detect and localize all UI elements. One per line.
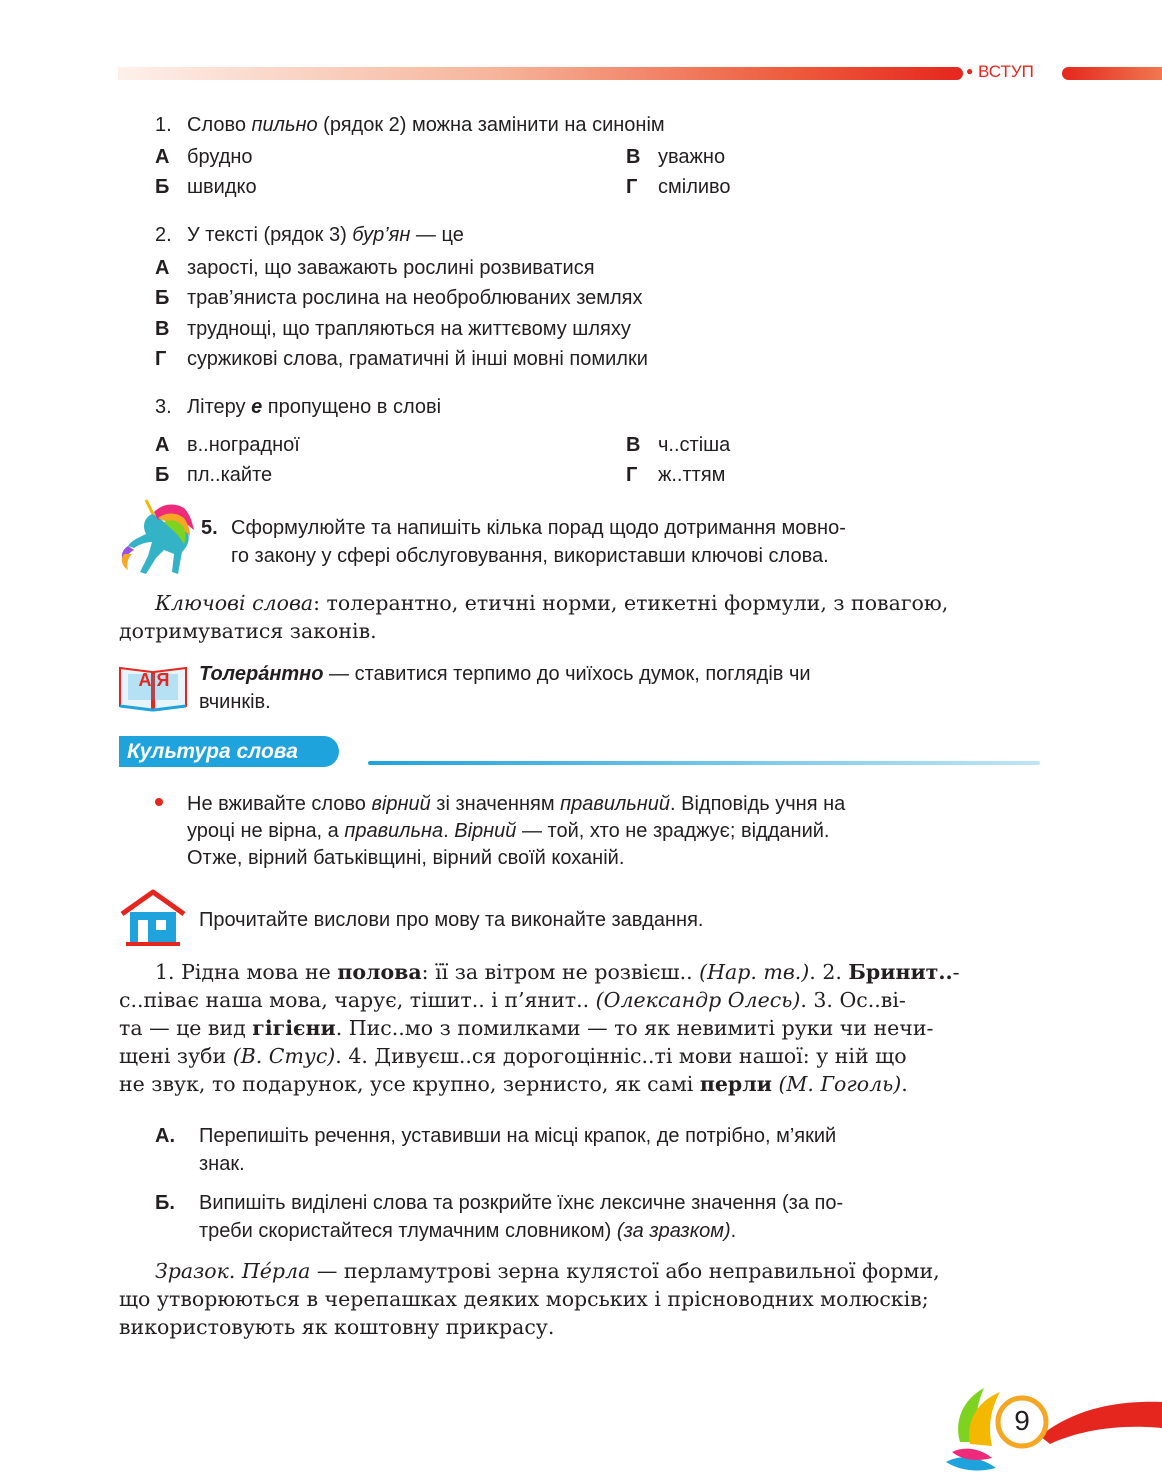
footer-logo-icon — [940, 1372, 1162, 1474]
dictionary-icon-letters: А Я — [138, 670, 170, 690]
home-task-text: Прочитайте вислови про мову та виконайте завдання. — [199, 909, 704, 931]
page-number: 9 — [1014, 1405, 1030, 1436]
culture-line2: уроці не вірна, а правильна. Вірний — той, хто не зраджує; відданий. — [187, 820, 830, 842]
culture-divider — [368, 761, 1040, 765]
bullet-dot — [155, 798, 163, 806]
q1-option-b[interactable]: Б швидко — [155, 176, 257, 198]
q2-option-a[interactable]: А зарості, що заважають рослині розвиватися — [155, 257, 595, 279]
home-icon — [118, 888, 188, 948]
keywords-line2: дотримуватися законів. — [119, 619, 377, 643]
task-5: 5. Сформулюйте та напишіть кілька порад щодо дотримання мовно- — [201, 517, 846, 539]
section-label: ● ВСТУП — [966, 62, 1034, 81]
q1-option-g[interactable]: Г сміливо — [626, 176, 731, 198]
sample-line3: використовують як коштовну прикрасу. — [119, 1315, 555, 1339]
q3-option-b[interactable]: Б пл..кайте — [155, 464, 273, 486]
question-2: 2. У тексті (рядок 3) бур’ян — це — [155, 224, 464, 246]
question-3: 3. Літеру е пропущено в слові — [155, 396, 442, 418]
keywords-line1: Ключові слова: толерантно, етичні норми, етикетні формули, з повагою, — [155, 591, 949, 615]
quotes-line3: та — це вид гігієни. Пис..мо з помилками — то як невимиті руки чи нечи- — [119, 1016, 934, 1040]
q2-option-v[interactable]: В труднощі, що трапляються на життєвому шляху — [155, 318, 631, 340]
quotes-line2: с..піває наша мова, чарує, тішит.. і п’янит.. (Олександр Олесь). 3. Ос..ві- — [119, 988, 906, 1012]
quotes-line4: щені зуби (В. Стус). 4. Дивуєш..ся дорогоцінніс..ті мови нашої: у ній що — [119, 1044, 907, 1068]
question-1: 1. Слово пильно (рядок 2) можна замінити на синонім — [155, 114, 665, 136]
q3-option-v[interactable]: В ч..стіша — [626, 434, 731, 456]
culture-section-tab: Культура слова — [119, 736, 339, 767]
q1-option-a[interactable]: А брудно — [155, 146, 253, 168]
header-gradient-bar — [118, 67, 963, 80]
subtask-a: А. Перепишіть речення, уставивши на місці крапок, де потрібно, м’який — [155, 1125, 837, 1147]
q2-option-b[interactable]: Б трав’яниста рослина на необроблюваних землях — [155, 287, 643, 309]
q2-option-g[interactable]: Г суржикові слова, граматичні й інші мовні помилки — [155, 348, 648, 370]
q3-option-g[interactable]: Г ж..ттям — [626, 464, 726, 486]
sample-line1: Зразок. Пе́рла — перламутрові зерна кулястої або неправильної форми, — [155, 1259, 940, 1283]
quotes-line5: не звук, то подарунок, усе крупно, зернисто, як самі перли (М. Гоголь). — [119, 1072, 908, 1096]
q1-option-v[interactable]: В уважно — [626, 146, 726, 168]
dictionary-definition: Толера́нтно — ставитися терпимо до чиїхось думок, поглядів чи — [199, 663, 811, 685]
q3-option-a[interactable]: А в..ноградної — [155, 434, 300, 456]
quotes-line1: 1. Рідна мова не полова: її за вітром не розвієш.. (Нар. тв.). 2. Бринит..- — [155, 960, 960, 984]
subtask-b-line2: треби скористайтеся тлумачним словником) (за зразком). — [199, 1220, 737, 1242]
header-right-bar — [1062, 67, 1162, 80]
culture-line1: Не вживайте слово вірний зі значенням правильний. Відповідь учня на — [187, 793, 846, 815]
unicorn-icon — [118, 496, 200, 582]
dictionary-definition-line2: вчинків. — [199, 691, 271, 713]
subtask-b: Б. Випишіть виділені слова та розкрийте їхнє лексичне значення (за по- — [155, 1192, 844, 1214]
sample-line2: що утворюються в черепашках деяких морських і прісноводних молюсків; — [119, 1287, 929, 1311]
subtask-a-line2: знак. — [199, 1153, 245, 1175]
culture-line3: Отже, вірний батьківщині, вірний своїй коханій. — [187, 847, 625, 869]
task-5-line2: го закону у сфері обслуговування, використавши ключові слова. — [231, 545, 829, 567]
